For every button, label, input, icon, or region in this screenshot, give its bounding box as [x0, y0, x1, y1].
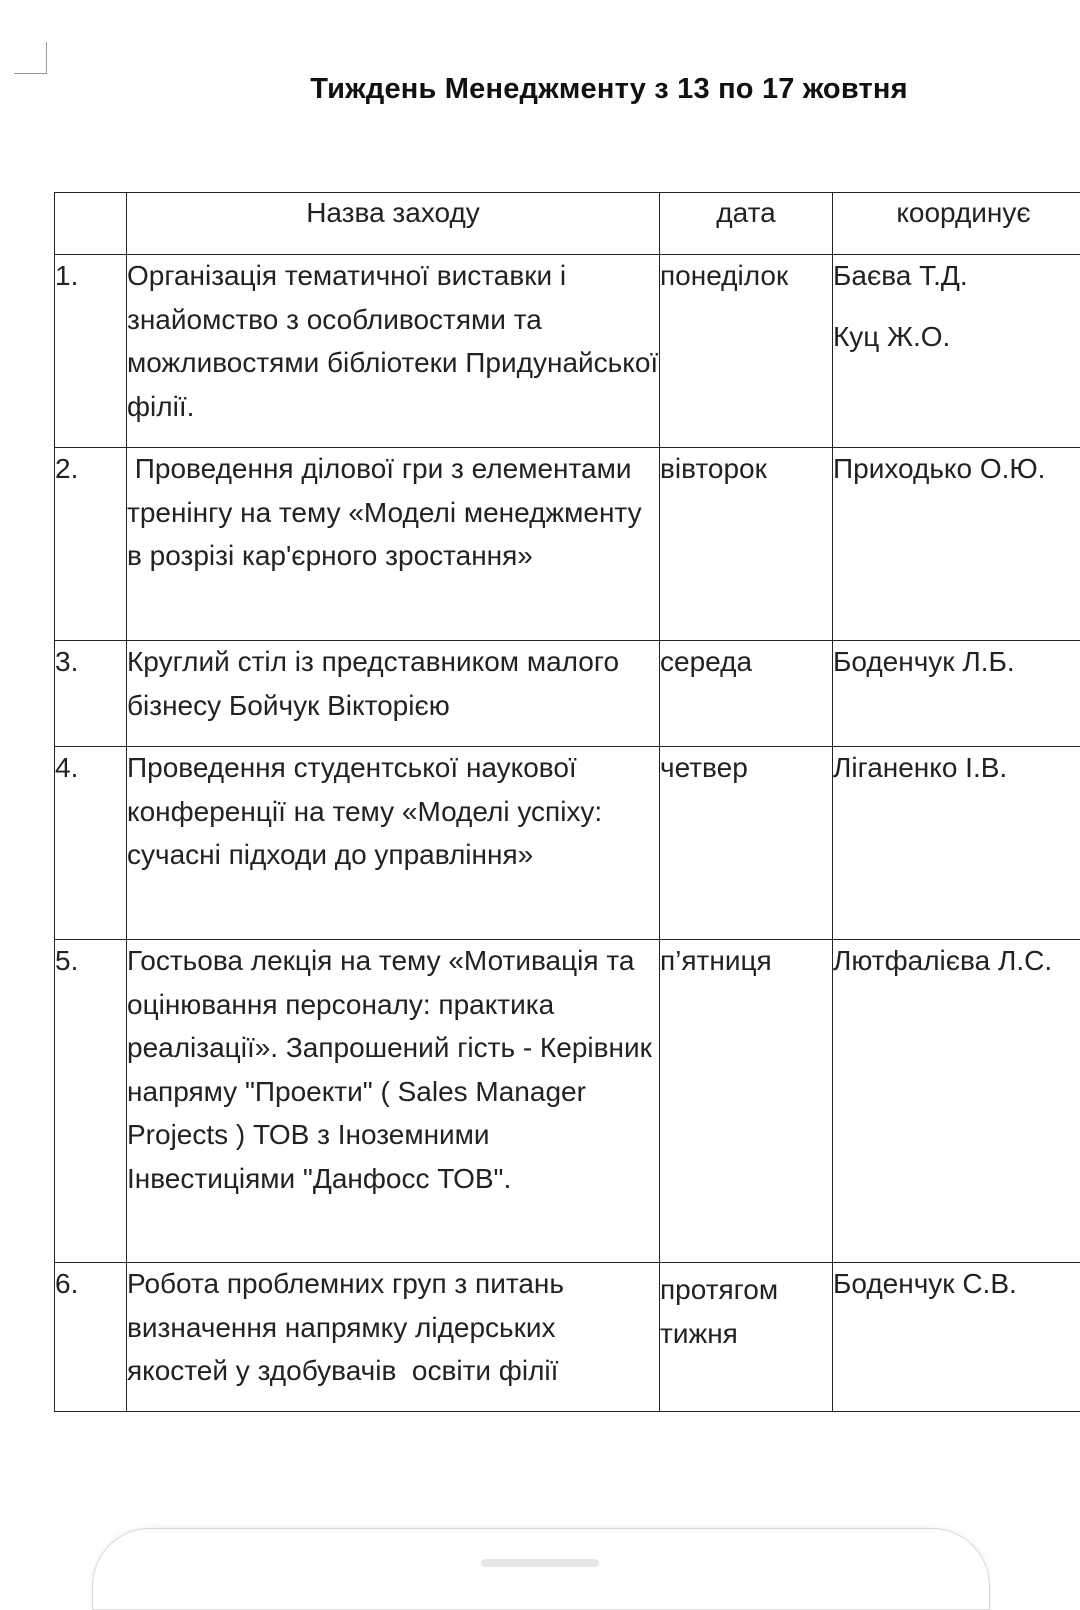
table-row — [55, 641, 1080, 747]
row-number: 6. — [55, 1263, 127, 1412]
event-name: Гостьова лекція на тему «Мотивація та оцінювання персоналу: практика реалізації». Запрошений гість - Керівник напряму "Проекти" ( Sales Manager Projects ) ТОВ з Іноземними Інвестиціями "Данфосс ТОВ". — [127, 940, 660, 1263]
event-coordinator — [833, 641, 1080, 747]
header-number — [55, 193, 127, 255]
bottom-sheet[interactable] — [92, 1528, 990, 1610]
event-name: Організація тематичної виставки і знайомство з особливостями та можливостями бібліотеки Придунайської філії. — [127, 255, 660, 448]
event-date: четвер — [660, 747, 833, 940]
table-row — [55, 1263, 1080, 1412]
coordinator-name: Боденчук Л.Б. — [833, 640, 1080, 684]
coordinator-name: Ліганенко І.В. — [833, 746, 1080, 790]
table-row — [55, 448, 1080, 641]
header-coordinator: координує — [833, 193, 1080, 255]
drag-handle[interactable] — [481, 1559, 599, 1567]
event-date: вівторок — [660, 448, 833, 641]
header-date: дата — [660, 193, 833, 255]
event-date: середа — [660, 641, 833, 747]
row-number: 3. — [55, 641, 127, 747]
row-number: 4. — [55, 747, 127, 940]
event-coordinator — [833, 255, 1080, 448]
table-header-row — [55, 193, 1080, 255]
event-coordinator — [833, 1263, 1080, 1412]
event-name: Круглий стіл із представником малого бізнесу Бойчук Вікторією — [127, 641, 660, 747]
coordinator-name: Лютфалієва Л.С. — [833, 939, 1080, 983]
row-number: 1. — [55, 255, 127, 448]
coordinator-name: Куц Ж.О. — [833, 315, 1080, 359]
event-coordinator — [833, 747, 1080, 940]
event-date: протягом тижня — [660, 1263, 833, 1412]
document-title: Тиждень Менеджменту з 13 по 17 жовтня — [0, 73, 1080, 106]
table-row — [55, 940, 1080, 1263]
event-coordinator — [833, 940, 1080, 1263]
coordinator-name: Баєва Т.Д. — [833, 254, 1080, 298]
table-row — [55, 747, 1080, 940]
event-date: понеділок — [660, 255, 833, 448]
row-number: 2. — [55, 448, 127, 641]
event-name: Проведення студентської наукової конференції на тему «Моделі успіху: сучасні підходи до управління» — [127, 747, 660, 940]
coordinator-name: Приходько О.Ю. — [833, 447, 1080, 491]
header-name: Назва заходу — [127, 193, 660, 255]
event-coordinator — [833, 448, 1080, 641]
row-number: 5. — [55, 940, 127, 1263]
event-name: Робота проблемних груп з питань визначення напрямку лідерських якостей у здобувачів освіти філії — [127, 1263, 660, 1412]
events-table — [54, 192, 1080, 1412]
table-row — [55, 255, 1080, 448]
event-date: п’ятниця — [660, 940, 833, 1263]
coordinator-name: Боденчук С.В. — [833, 1262, 1080, 1306]
event-name: Проведення ділової гри з елементами тренінгу на тему «Моделі менеджменту в розрізі кар'єрного зростання» — [127, 448, 660, 641]
